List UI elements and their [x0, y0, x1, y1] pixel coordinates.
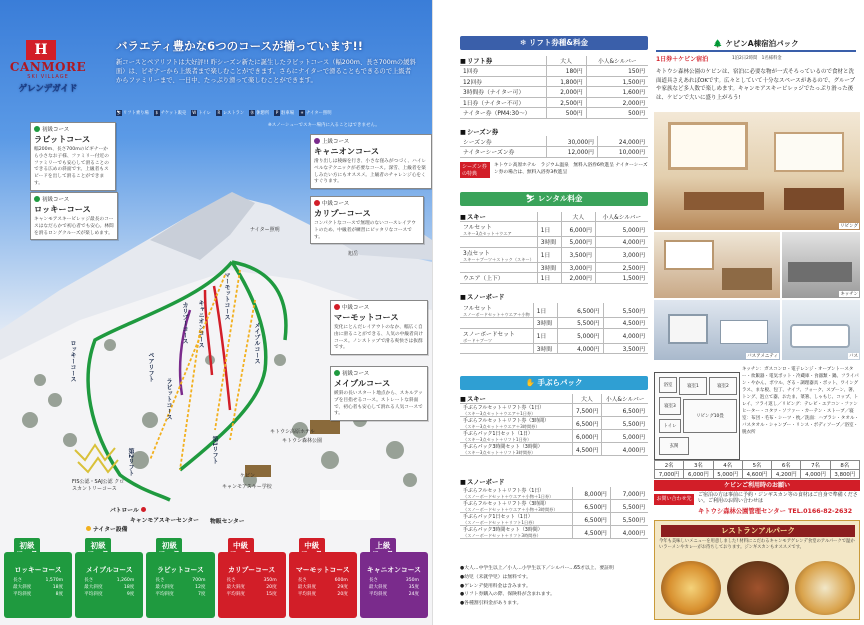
occupancy-table: 2名 3名 4名 5名 6名 7名 8名 7,000円 6,000円 5,000円 4,600円 4,200円 4,000円 3,800円: [654, 460, 860, 479]
red-dot-icon: [314, 200, 320, 206]
season-ticket-subheader: ■ シーズン券: [460, 127, 498, 136]
map-course-label: キャニオンコース: [197, 300, 204, 348]
facility-patrol: パトロール: [110, 505, 146, 514]
facility-ski-center: キャンモアスキーセンター: [130, 518, 199, 524]
level-badge: 中級: [228, 538, 254, 562]
photo-room: [654, 232, 780, 298]
table-row: 手ぶらフルセット＋リフト券（1日） （スキー3点セット＋ウエア＋1日券） 7,500円 6,500円: [460, 404, 648, 417]
ticket-icon: $: [155, 109, 159, 115]
map-course-label: ロッキーコース: [69, 340, 76, 382]
night-light-icon: [86, 526, 91, 531]
legend-item: R レストラン: [217, 109, 245, 116]
restaurant-icon: R: [217, 109, 221, 115]
course-spec-cards: [4, 538, 428, 620]
green-dot-icon: [34, 196, 40, 202]
map-course-label: ラビットコース: [165, 378, 172, 420]
purple-dot-icon: [314, 138, 320, 144]
season-notice-text: キトウシ高原ホテル ラジウム温泉 無料入浴券6枚進呈 ナイターシーズン券の場合は、無料入浴券3枚進呈: [494, 163, 648, 175]
food-photo-ramen: [661, 561, 721, 615]
legend-item: ⛷ リフト乗り場: [116, 109, 149, 116]
night-light-icon: ☀: [300, 109, 304, 115]
course-box-maple: 初級コース メイプルコース 緩斜の長いスタート地点から、スキルアップを目指せるコース。ストレートな斜面で、初心者も安心して滑れる人気コースです。: [330, 366, 428, 421]
level-badge: 初級: [85, 538, 111, 562]
table-row: シーズン券 30,000円 24,000円: [460, 136, 648, 147]
table-row: ナイターシーズン券 12,000円 10,000円: [460, 147, 648, 158]
course-card-caribou: 中級 カリプーコース 長さ 350m 最大斜度 20度 平均斜度 15度: [218, 538, 286, 620]
logo-sub: SKI VILLAGE: [27, 74, 69, 80]
table-row: 手ぶらフルセット＋リフト券（3時間） （スノーボードセット＋ウエア＋小物＋3時間券） 6,500円 5,500円: [460, 500, 648, 513]
map-label-xc-course: FIS公認・SAJ公認 クロスカントリーコース: [72, 479, 125, 492]
course-box-marmot: 中級コース マーモットコース 変化にとんだレイアウトのなか、幅広く自由に滑ることができる、人気の中級者向けコース。ノンストップで滑る爽快さは抜群です。: [330, 300, 428, 355]
location-pin-icon: [141, 507, 146, 512]
season-notice-tag: シーズン券の特典: [460, 162, 490, 178]
table-row: 手ぶらパック3時間セット（3時間） （スキー3点セット＋リフト3時間券） 4,500円 4,000円: [460, 443, 648, 456]
rental-snowboard-table: [460, 303, 648, 354]
rental-section-header: ⛷ レンタル料金: [460, 192, 648, 206]
cabin-plan-note: 1泊2日2時間 1名様料金: [732, 56, 782, 61]
map-lift-label: 第2リフト: [127, 448, 134, 477]
table-row: 1日券（ナイター不可） 2,500円 2,000円: [460, 97, 648, 108]
course-box-canyon: 上級コース キャニオンコース 滑り出しは稜線を行き、小さな窪みがつづく、ハイレベルなテクニックが必要なコース。深雪、上級者を楽しみたい方にもオススメ。上級者のチャレンジ心をくすぐります。: [310, 134, 432, 189]
red-dot-icon: [334, 304, 340, 310]
table-row: 12回券 1,800円 1,500円: [460, 76, 648, 87]
course-card-maple: 初級 メイプルコース 長さ 1,260m 最大斜度 18度 平均斜度 9度: [75, 538, 143, 620]
level-badge: 初級: [14, 538, 40, 562]
level-badge: 上級: [370, 538, 396, 562]
logo-name: CANMORE: [9, 60, 87, 74]
logo: [6, 40, 90, 98]
guide-title: ゲレンデガイド: [18, 84, 78, 94]
contact-label: お問い合わせ先: [654, 494, 694, 505]
map-label-hotel: キトウシ高原ホテル: [270, 429, 315, 435]
rental-ski-subheader: ■ スキー: [460, 212, 486, 221]
restaurant-title: レストランアルパーク: [661, 525, 855, 537]
cabin-amenities: キッチン：ガスコンロ・電子レンジ・オーブントースター・炊飯器・電気ポット・冷蔵庫・食器類・鍋、フライパン・やかん、ボウル、ざる・調理器具・ポット、ワイングラス、まな板、包丁、ナイフ、フォーク、スプーン、箸、トング、泡立て器、おたま、菜箸、しゃもじ、コップ、トレイ、フライ返し／リビング：テレビ・エアコン・ファンヒーター・コタツ・ソファー・カーテン・ストーブ／寝室：布団・毛布・シーツ・枕／洗面：ハブラシ・タオル・バスタオル・シャンプー・リンス・ボディソープ／浴室・脱衣所: [742, 367, 859, 435]
table-row: 3点セット スキー＋ブーツ＋ストック（スキー） 1日 3,500円 3,000円: [460, 247, 648, 262]
cabin-plan: 1日券＋ケビン宿泊: [656, 56, 709, 63]
parking-icon: P: [275, 109, 279, 115]
lift-ticket-table: 大人 小人&シルバー 1回券 180円 150円 12回券 1,800円 1,500円 3時間券（ナイター可） 2,000円 1,600円 1日券（ナイター不可） 2,500円 2,000円 ナイター券（PM4:30〜） 500円 500円: [460, 56, 648, 119]
table-row: 1回券 180円 150円: [460, 66, 648, 77]
pack-section-header: ✋ 手ぶらパック: [460, 376, 648, 390]
price-notes: ●大人…中学生以上／小人…小学生以下／シルバー…65才以上、要証明 ●幼児（未就学児）は無料です。 ●ゲレンデ使用料金は含みます。 ●リフト券購入の際、保険料が含まれます。 ●各種割引料金があります。: [460, 566, 614, 607]
table-row: ナイター券（PM4:30〜） 500円 500円: [460, 108, 648, 119]
table-row: 手ぶらフルセット＋リフト券（1日） （スノーボードセット＋ウエア＋小物＋1日券） 8,000円 7,000円: [460, 487, 648, 500]
cabin-description: キトウシ森林公園のケビンは、宿泊に必要な物が一式そろっているので食材と洗面道具さえあればOKです。広々としていて十分なスペースがあるので、グループや家族など多人数で楽しめます。キャンモアスキービレッジでたっぷり滑った後は、ケビンで大いに盛り上がろう!: [656, 69, 856, 101]
photo-living: リビング: [654, 112, 860, 230]
map-legend: [116, 108, 366, 117]
season-ticket-table: [460, 136, 648, 158]
table-row: 3時間 3,000円 2,500円: [460, 262, 648, 273]
rest-area-icon: 休: [250, 109, 255, 115]
map-course-label: メイプルコース: [253, 322, 260, 364]
lift-icon: ⛷: [116, 109, 122, 115]
pack-ski-subheader: ■ スキー: [460, 394, 486, 403]
contact-text: ご宿泊の方は事前に予約・ジンギスカン等の食材はご自身で準備ください。ご利用のお問い合わせは: [698, 492, 858, 504]
map-label-cabin: ケビン: [240, 473, 256, 479]
level-badge: 初級: [156, 538, 182, 562]
map-lift-label: 第1リフト: [211, 436, 218, 465]
map-label-peak: 旭岳: [348, 251, 359, 257]
map-label-school: キャンモアスキー学校: [222, 484, 272, 490]
table-row: 3時間 5,000円 4,000円: [460, 237, 648, 248]
cabin-notice-bar: ケビンご利用時のお願い: [654, 480, 860, 491]
course-card-rocky: 初級 ロッキーコース 長さ 1,570m 最大斜度 18度 平均斜度 8度: [4, 538, 72, 620]
legend-item: P 駐車場: [275, 109, 295, 116]
intro-text: 新コースとペアリフトは大好評!! 昨シーズン新たに誕生したラビットコース（幅200m、長さ700mの緩斜面）は、ビギナーから上級者まで楽しむことができます。さらにナイターで滑ることもできるので上級者からファミリーまで、一日中、たっぷり滑って楽しむことができます。: [116, 59, 416, 84]
legend-item: ☀ ナイター照明: [300, 109, 332, 116]
pack-snowboard-table: [460, 487, 648, 539]
table-row: 手ぶらパック1日セット（1日） （スノーボードセット＋リフト1日券） 6,500円 5,500円: [460, 513, 648, 526]
table-row: 3時間 4,000円 3,500円: [460, 343, 648, 354]
table-row: ウエア（上下） 1日 2,000円 1,500円: [460, 273, 648, 284]
tree-icon: 🌲: [713, 39, 726, 48]
course-box-caribou: 中級コース カリプーコース コンパクトなコースで無理のないコースレイアウトのため、中級者が練習にピッタリなコースです。: [310, 196, 424, 244]
food-photo-curry: [795, 561, 855, 615]
legend-item: $ チケット販売: [155, 109, 187, 116]
legend-note: ※スノーシューでスキー場内に入ることはできません。: [268, 123, 380, 128]
course-card-canyon: 上級 キャニオンコース 長さ 350m 最大斜度 35度 平均斜度 24度: [360, 538, 428, 620]
course-box-rocky: 初級コース ロッキーコース キャンモアスキービレッジ最長のコースはなだらかで初心者でも安心。林間を滑るロングクルーズが楽しめます。: [30, 192, 118, 240]
table-row: 3時間 5,500円 4,500円: [460, 318, 648, 329]
pack-snowboard-subheader: ■ スノーボード: [460, 477, 505, 486]
legend-item: 休 休憩所: [250, 109, 270, 116]
table-row: 3時間券（ナイター可） 2,000円 1,600円: [460, 87, 648, 98]
table-row: フルセット スノーボードセット＋ウエア＋小物 1日 6,500円 5,500円: [460, 303, 648, 318]
contact-info: [654, 492, 860, 518]
table-row: フルセット スキー3点セット＋ウエア 1日 6,000円 5,000円: [460, 222, 648, 237]
photo-bath-amenity: バスアメニティ: [654, 300, 780, 360]
photo-kitchen: キッチン: [782, 232, 860, 298]
facility-night: ナイター設備: [86, 524, 127, 533]
lift-section-header: ❄ リフト券種&料金: [460, 36, 648, 50]
contact-tel: キトウシ森林公園管理センター TEL.0166-82-2632: [698, 508, 853, 515]
photo-bath: バス: [782, 300, 860, 360]
skier-icon: ⛷: [525, 194, 538, 203]
map-course-label: マーモットコース: [223, 272, 230, 320]
map-label-park: キトウシ森林公園: [282, 438, 323, 444]
rental-ski-table: 大人 小人&シルバー フルセット スキー3点セット＋ウエア 1日 6,000円 5,000円 3時間 5,000円 4,000円 3点セット スキー＋ブーツ＋ストック（スキー） 1日 3,500円 3,000円 3時間 3,000円 2,500円 ウエア（上下） 1日 2,000円 1,500円: [460, 212, 648, 284]
lift-ticket-subheader: ■ リフト券: [460, 56, 492, 65]
rental-snowboard-subheader: ■ スノーボード: [460, 292, 505, 301]
map-course-label: ペアリフト: [147, 352, 154, 382]
green-dot-icon: [334, 370, 340, 376]
table-row: スノーボードセット ボード＋ブーツ 1日 5,000円 4,000円: [460, 328, 648, 343]
facility-shop: 物販センター: [210, 519, 245, 525]
food-photo-jingisukan: [727, 561, 789, 615]
table-row: 手ぶらパック3時間セット（3時間） （スノーボードセット＋リフト3時間券） 4,500円 4,000円: [460, 526, 648, 539]
restaurant-box: [654, 520, 860, 620]
floor-plan: 浴室 寝室1 寝室2 寝室3 リビング10畳 トイレ 玄関: [654, 372, 740, 460]
course-card-rabbit: 初級 ラビットコース 長さ 700m 最大斜度 12度 平均斜度 7度: [146, 538, 214, 620]
headline: バラエティ豊かな6つのコースが揃っています!!: [116, 39, 363, 53]
pack-ski-table: 大人 小人&シルバー 手ぶらフルセット＋リフト券（1日） （スキー3点セット＋ウエア＋1日券） 7,500円 6,500円 手ぶらフルセット＋リフト券（3時間） （スキー3点セット＋ウエア＋3時間券） 6,500円 5,500円 手ぶらパック1日セット（1日） （スキー3点セット＋リフト1日券） 6,000円 5,000円 手ぶらパック3時間セット（3時間） （スキー3点セット＋リフト3時間券） 4,500円 4,000円: [460, 394, 648, 456]
toilet-icon: W: [192, 109, 197, 115]
level-badge: 中級: [299, 538, 325, 562]
cabin-section-title: 🌲 ケビンA棟宿泊パック: [656, 36, 856, 52]
map-course-label: カリプーコース: [181, 302, 188, 344]
course-card-marmot: 中級 マーモットコース 長さ 600m 最大斜度 29度 平均斜度 20度: [289, 538, 357, 620]
map-label-night-lights: ナイター照明: [250, 227, 280, 233]
restaurant-desc: 今年も美味しいメニューを用意しました! 材料にこだわるキャンモアゲレンデ食堂のアルパークで温かいラーメンやカレーがお待ちしております。ジンギスカンもオススメです。: [659, 539, 855, 550]
glove-icon: ✋: [525, 378, 538, 387]
logo-icon: H: [26, 40, 56, 60]
course-box-rabbit: 初級コース ラビットコース 幅200m、長さ700mのビギナーから小さなお子様、ファミリー付近のファミリーでも安心して滑ることのできる広めの斜面です。上級者もスピードを出して滑ることができます。: [30, 122, 116, 191]
green-dot-icon: [34, 126, 40, 132]
legend-item: W トイレ: [192, 109, 211, 116]
table-row: 手ぶらフルセット＋リフト券（3時間） （スキー3点セット＋ウエア＋3時間券） 6,500円 5,500円: [460, 417, 648, 430]
snowflake-icon: ❄: [520, 38, 529, 47]
table-row: 手ぶらパック1日セット（1日） （スキー3点セット＋リフト1日券） 6,000円 5,000円: [460, 430, 648, 443]
